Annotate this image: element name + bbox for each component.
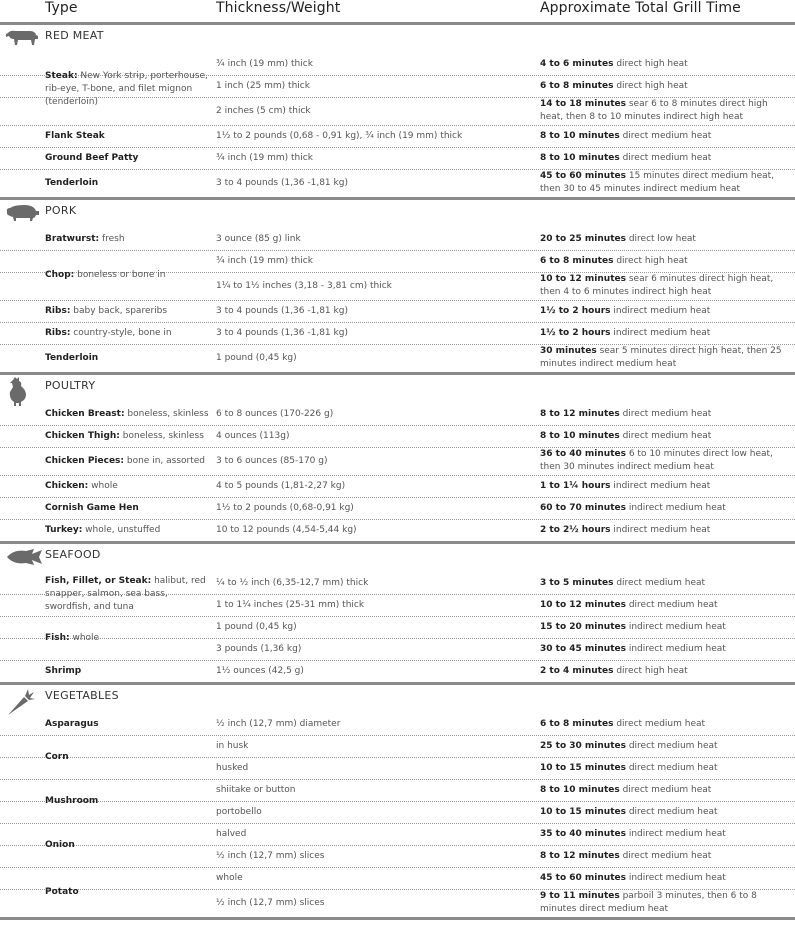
time-value: 8 to 12 minutes [540,408,620,419]
time-note: indirect medium heat [625,872,726,883]
time-cell [540,621,790,634]
type-name: Fish, Fillet, or Steak: [45,575,152,586]
type-name: Chicken Pieces: [45,455,125,466]
time-value: 15 to 20 minutes [540,621,626,632]
time-note: direct medium heat [619,850,712,861]
time-value: 8 to 10 minutes [540,130,620,141]
time-note: sear 5 minutes direct high heat, then 25 minutes indirect medium heat [540,346,782,369]
type-name: Chicken: [45,480,89,491]
time-note: indirect medium heat [625,502,726,513]
time-value: 10 to 15 minutes [540,762,626,773]
row-divider [0,867,795,868]
time-value: 2 to 4 minutes [540,665,614,676]
time-cell [540,58,790,71]
type-cell-potato [45,886,213,899]
time-value: 45 to 60 minutes [540,171,626,181]
time-value: 35 to 40 minutes [540,828,626,839]
type-description: New York strip, porterhouse, rib-eye, T-bone, and filet mignon (tenderloin) [45,70,208,107]
header-type: Type [45,0,78,16]
row-divider [0,425,795,426]
thickness-cell: 1 to 1¼ inches (25-31 mm) thick [216,599,365,610]
cow-icon [4,27,40,53]
row-divider [0,735,795,736]
thickness-cell: 4 ounces (113g) [216,430,290,441]
time-cell [540,828,790,841]
section-divider [0,917,795,920]
section-divider [0,197,795,200]
thickness-cell: 3 ounce (85 g) link [216,233,301,244]
time-note: sear 6 to 8 minutes direct high heat, then 8 to 10 minutes indirect high heat [540,99,768,122]
time-value: 10 to 12 minutes [540,274,626,284]
time-cell [540,784,790,797]
time-note: direct medium heat [619,130,712,141]
thickness-cell: 1 pound (0,45 kg) [216,352,297,363]
time-note: direct medium heat [625,740,718,751]
thickness-cell: 1 pound (0,45 kg) [216,621,297,632]
type-name: Steak: [45,70,78,81]
type-name: Fish: [45,632,70,643]
time-cell [540,273,790,299]
time-value: 25 to 30 minutes [540,740,626,751]
time-value: 1½ to 2 hours [540,305,611,316]
type-description: whole [69,632,100,643]
time-note: direct medium heat [619,430,712,441]
time-value: 60 to 70 minutes [540,502,626,513]
time-note: sear 6 minutes direct high heat, then 4 to 6 minutes indirect high heat [540,274,774,297]
section-divider [0,541,795,544]
type-name: Onion [45,839,75,850]
thickness-cell: 1½ to 2 pounds (0,68 - 0,91 kg), ¾ inch (19 mm) thick [216,130,463,141]
time-note: direct high heat [613,665,688,676]
type-description: country-style, bone in [70,327,172,338]
time-cell [540,762,790,775]
time-cell [540,98,790,124]
type-description: boneless, skinless [119,430,204,441]
time-value: 2 to 2½ hours [540,524,611,535]
type-description: fresh [99,233,125,244]
time-note: direct medium heat [625,762,718,773]
type-name: Chop: [45,269,75,280]
header-time: Approximate Total Grill Time [540,0,741,16]
type-name: Cornish Game Hen [45,502,139,513]
time-cell [540,327,790,340]
type-name: Chicken Thigh: [45,430,120,441]
thickness-cell: 3 to 4 pounds (1,36 -1,81 kg) [216,327,348,338]
time-cell [540,448,790,474]
row-divider [0,779,795,780]
time-note: direct low heat [625,233,696,244]
type-cell-fish-fillet-or-steak [45,575,213,614]
time-value: 6 to 8 minutes [540,718,614,729]
type-cell-mushroom [45,795,213,808]
carrot-icon [4,686,36,722]
time-cell [540,255,790,268]
thickness-cell: ¾ inch (19 mm) thick [216,58,313,69]
time-value: 6 to 8 minutes [540,255,614,266]
thickness-cell: ½ inch (12,7 mm) slices [216,897,325,908]
category-label-red-meat: RED MEAT [45,29,104,42]
time-cell [540,524,790,537]
thickness-cell: ½ inch (12,7 mm) diameter [216,718,341,729]
time-cell [540,718,790,731]
type-name: Bratwurst: [45,233,100,244]
type-cell-bratwurst [45,233,213,246]
section-divider [0,22,795,25]
thickness-cell: 2 inches (5 cm) thick [216,105,311,116]
thickness-cell: 6 to 8 ounces (170-226 g) [216,408,334,419]
time-note: parboil 3 minutes, then 6 to 8 minutes direct medium heat [540,891,757,914]
time-note: 6 to 10 minutes direct low heat, then 30 minutes indirect medium heat [540,449,773,472]
time-note: indirect medium heat [610,327,711,338]
type-cell-flank-steak [45,130,213,143]
thickness-cell: shiitake or button [216,784,296,795]
time-cell [540,577,790,590]
time-cell [540,170,790,196]
type-cell-chicken-thigh [45,430,213,443]
thickness-cell: portobello [216,806,262,817]
type-cell-tenderloin [45,352,213,365]
fish-icon [4,546,44,572]
type-name: Tenderloin [45,177,99,188]
type-cell-chicken-breast [45,408,213,421]
type-cell-chop [45,269,213,282]
time-value: 8 to 10 minutes [540,152,620,163]
row-divider [0,250,795,251]
thickness-cell: husked [216,762,249,773]
time-cell [540,430,790,443]
thickness-cell: 1½ to 2 pounds (0,68-0,91 kg) [216,502,354,513]
time-cell [540,152,790,165]
type-cell-chicken [45,480,213,493]
row-divider [0,823,795,824]
time-cell [540,872,790,885]
pig-icon [4,202,40,228]
type-cell-corn [45,751,213,764]
row-divider [0,322,795,323]
thickness-cell: 1½ ounces (42,5 g) [216,665,304,676]
time-value: 14 to 18 minutes [540,99,626,109]
time-note: indirect medium heat [625,643,726,654]
time-note: direct medium heat [625,599,718,610]
section-divider [0,682,795,685]
time-note: direct medium heat [619,784,712,795]
time-cell [540,890,790,916]
type-name: Corn [45,751,69,762]
time-cell [540,80,790,93]
time-note: direct medium heat [625,806,718,817]
row-divider [0,300,795,301]
row-divider [0,475,795,476]
type-cell-ribs [45,305,213,318]
time-note: direct medium heat [613,577,706,588]
time-value: 8 to 10 minutes [540,784,620,795]
time-value: 4 to 6 minutes [540,58,614,69]
category-label-seafood: SEAFOOD [45,548,101,561]
time-value: 9 to 11 minutes [540,891,620,901]
row-divider [0,125,795,126]
time-note: 15 minutes direct medium heat, then 30 to 45 minutes indirect medium heat [540,171,775,194]
type-cell-steak [45,70,213,109]
row-divider [0,497,795,498]
thickness-cell: 10 to 12 pounds (4,54-5,44 kg) [216,524,357,535]
thickness-cell: 1 inch (25 mm) thick [216,80,310,91]
type-description: whole [88,480,118,491]
time-value: 3 to 5 minutes [540,577,614,588]
thickness-cell: 3 to 4 pounds (1,36 -1,81 kg) [216,305,348,316]
time-value: 30 minutes [540,346,597,356]
thickness-cell: 4 to 5 pounds (1,81-2,27 kg) [216,480,346,491]
row-divider [0,147,795,148]
type-cell-tenderloin [45,177,213,190]
thickness-cell: whole [216,872,243,883]
type-description: halibut, red snapper, salmon, sea bass, swordfish, and tuna [45,575,206,612]
type-name: Chicken Breast: [45,408,125,419]
section-divider [0,372,795,375]
time-cell [540,740,790,753]
time-cell [540,305,790,318]
thickness-cell: ¼ to ½ inch (6,35-12,7 mm) thick [216,577,369,588]
time-value: 8 to 10 minutes [540,430,620,441]
category-label-pork: PORK [45,204,77,217]
time-note: indirect medium heat [610,480,711,491]
time-value: 36 to 40 minutes [540,449,626,459]
time-cell [540,502,790,515]
type-name: Shrimp [45,665,82,676]
time-cell [540,408,790,421]
type-name: Potato [45,886,79,897]
thickness-cell: 3 to 6 ounces (85-170 g) [216,455,328,466]
time-note: indirect medium heat [610,305,711,316]
time-value: 1 to 1¼ hours [540,480,611,491]
time-value: 1½ to 2 hours [540,327,611,338]
time-value: 8 to 12 minutes [540,850,620,861]
time-value: 10 to 15 minutes [540,806,626,817]
thickness-cell: halved [216,828,247,839]
time-cell [540,806,790,819]
type-description: boneless or bone in [74,269,166,280]
time-value: 45 to 60 minutes [540,872,626,883]
type-cell-shrimp [45,665,213,678]
type-name: Tenderloin [45,352,99,363]
rooster-icon [4,375,30,413]
row-divider [0,660,795,661]
time-cell [540,643,790,656]
time-cell [540,850,790,863]
time-value: 30 to 45 minutes [540,643,626,654]
type-cell-onion [45,839,213,852]
time-cell [540,480,790,493]
time-value: 6 to 8 minutes [540,80,614,91]
category-label-vegetables: VEGETABLES [45,689,119,702]
row-divider [0,616,795,617]
time-note: direct high heat [613,58,688,69]
thickness-cell: 3 to 4 pounds (1,36 -1,81 kg) [216,177,348,188]
type-description: bone in, assorted [124,455,206,466]
time-note: indirect medium heat [610,524,711,535]
type-cell-ground-beef-patty [45,152,213,165]
thickness-cell: ¾ inch (19 mm) thick [216,255,313,266]
type-description: whole, unstuffed [82,524,161,535]
time-cell [540,665,790,678]
thickness-cell: in husk [216,740,249,751]
thickness-cell: ¾ inch (19 mm) thick [216,152,313,163]
time-note: indirect medium heat [625,621,726,632]
time-cell [540,345,790,371]
type-description: boneless, skinless [124,408,209,419]
type-name: Ribs: [45,305,71,316]
time-note: indirect medium heat [625,828,726,839]
type-cell-chicken-pieces [45,455,213,468]
time-note: direct high heat [613,80,688,91]
thickness-cell: 3 pounds (1,36 kg) [216,643,302,654]
time-note: direct high heat [613,255,688,266]
time-cell [540,599,790,612]
type-name: Flank Steak [45,130,105,141]
thickness-cell: 1¼ to 1½ inches (3,18 - 3,81 cm) thick [216,280,392,291]
time-note: direct medium heat [613,718,706,729]
type-cell-turkey [45,524,213,537]
type-cell-ribs [45,327,213,340]
time-cell [540,130,790,143]
type-name: Asparagus [45,718,99,729]
time-note: direct medium heat [619,408,712,419]
type-name: Ground Beef Patty [45,152,139,163]
time-cell [540,233,790,246]
type-name: Ribs: [45,327,71,338]
header-thickness: Thickness/Weight [216,0,341,16]
type-cell-asparagus [45,718,213,731]
type-description: baby back, spareribs [70,305,168,316]
category-label-poultry: POULTRY [45,379,96,392]
type-cell-cornish-game-hen [45,502,213,515]
time-note: direct medium heat [619,152,712,163]
thickness-cell: ½ inch (12,7 mm) slices [216,850,325,861]
row-divider [0,519,795,520]
type-name: Turkey: [45,524,83,535]
type-cell-fish [45,632,213,645]
time-value: 20 to 25 minutes [540,233,626,244]
type-name: Mushroom [45,795,99,806]
time-value: 10 to 12 minutes [540,599,626,610]
